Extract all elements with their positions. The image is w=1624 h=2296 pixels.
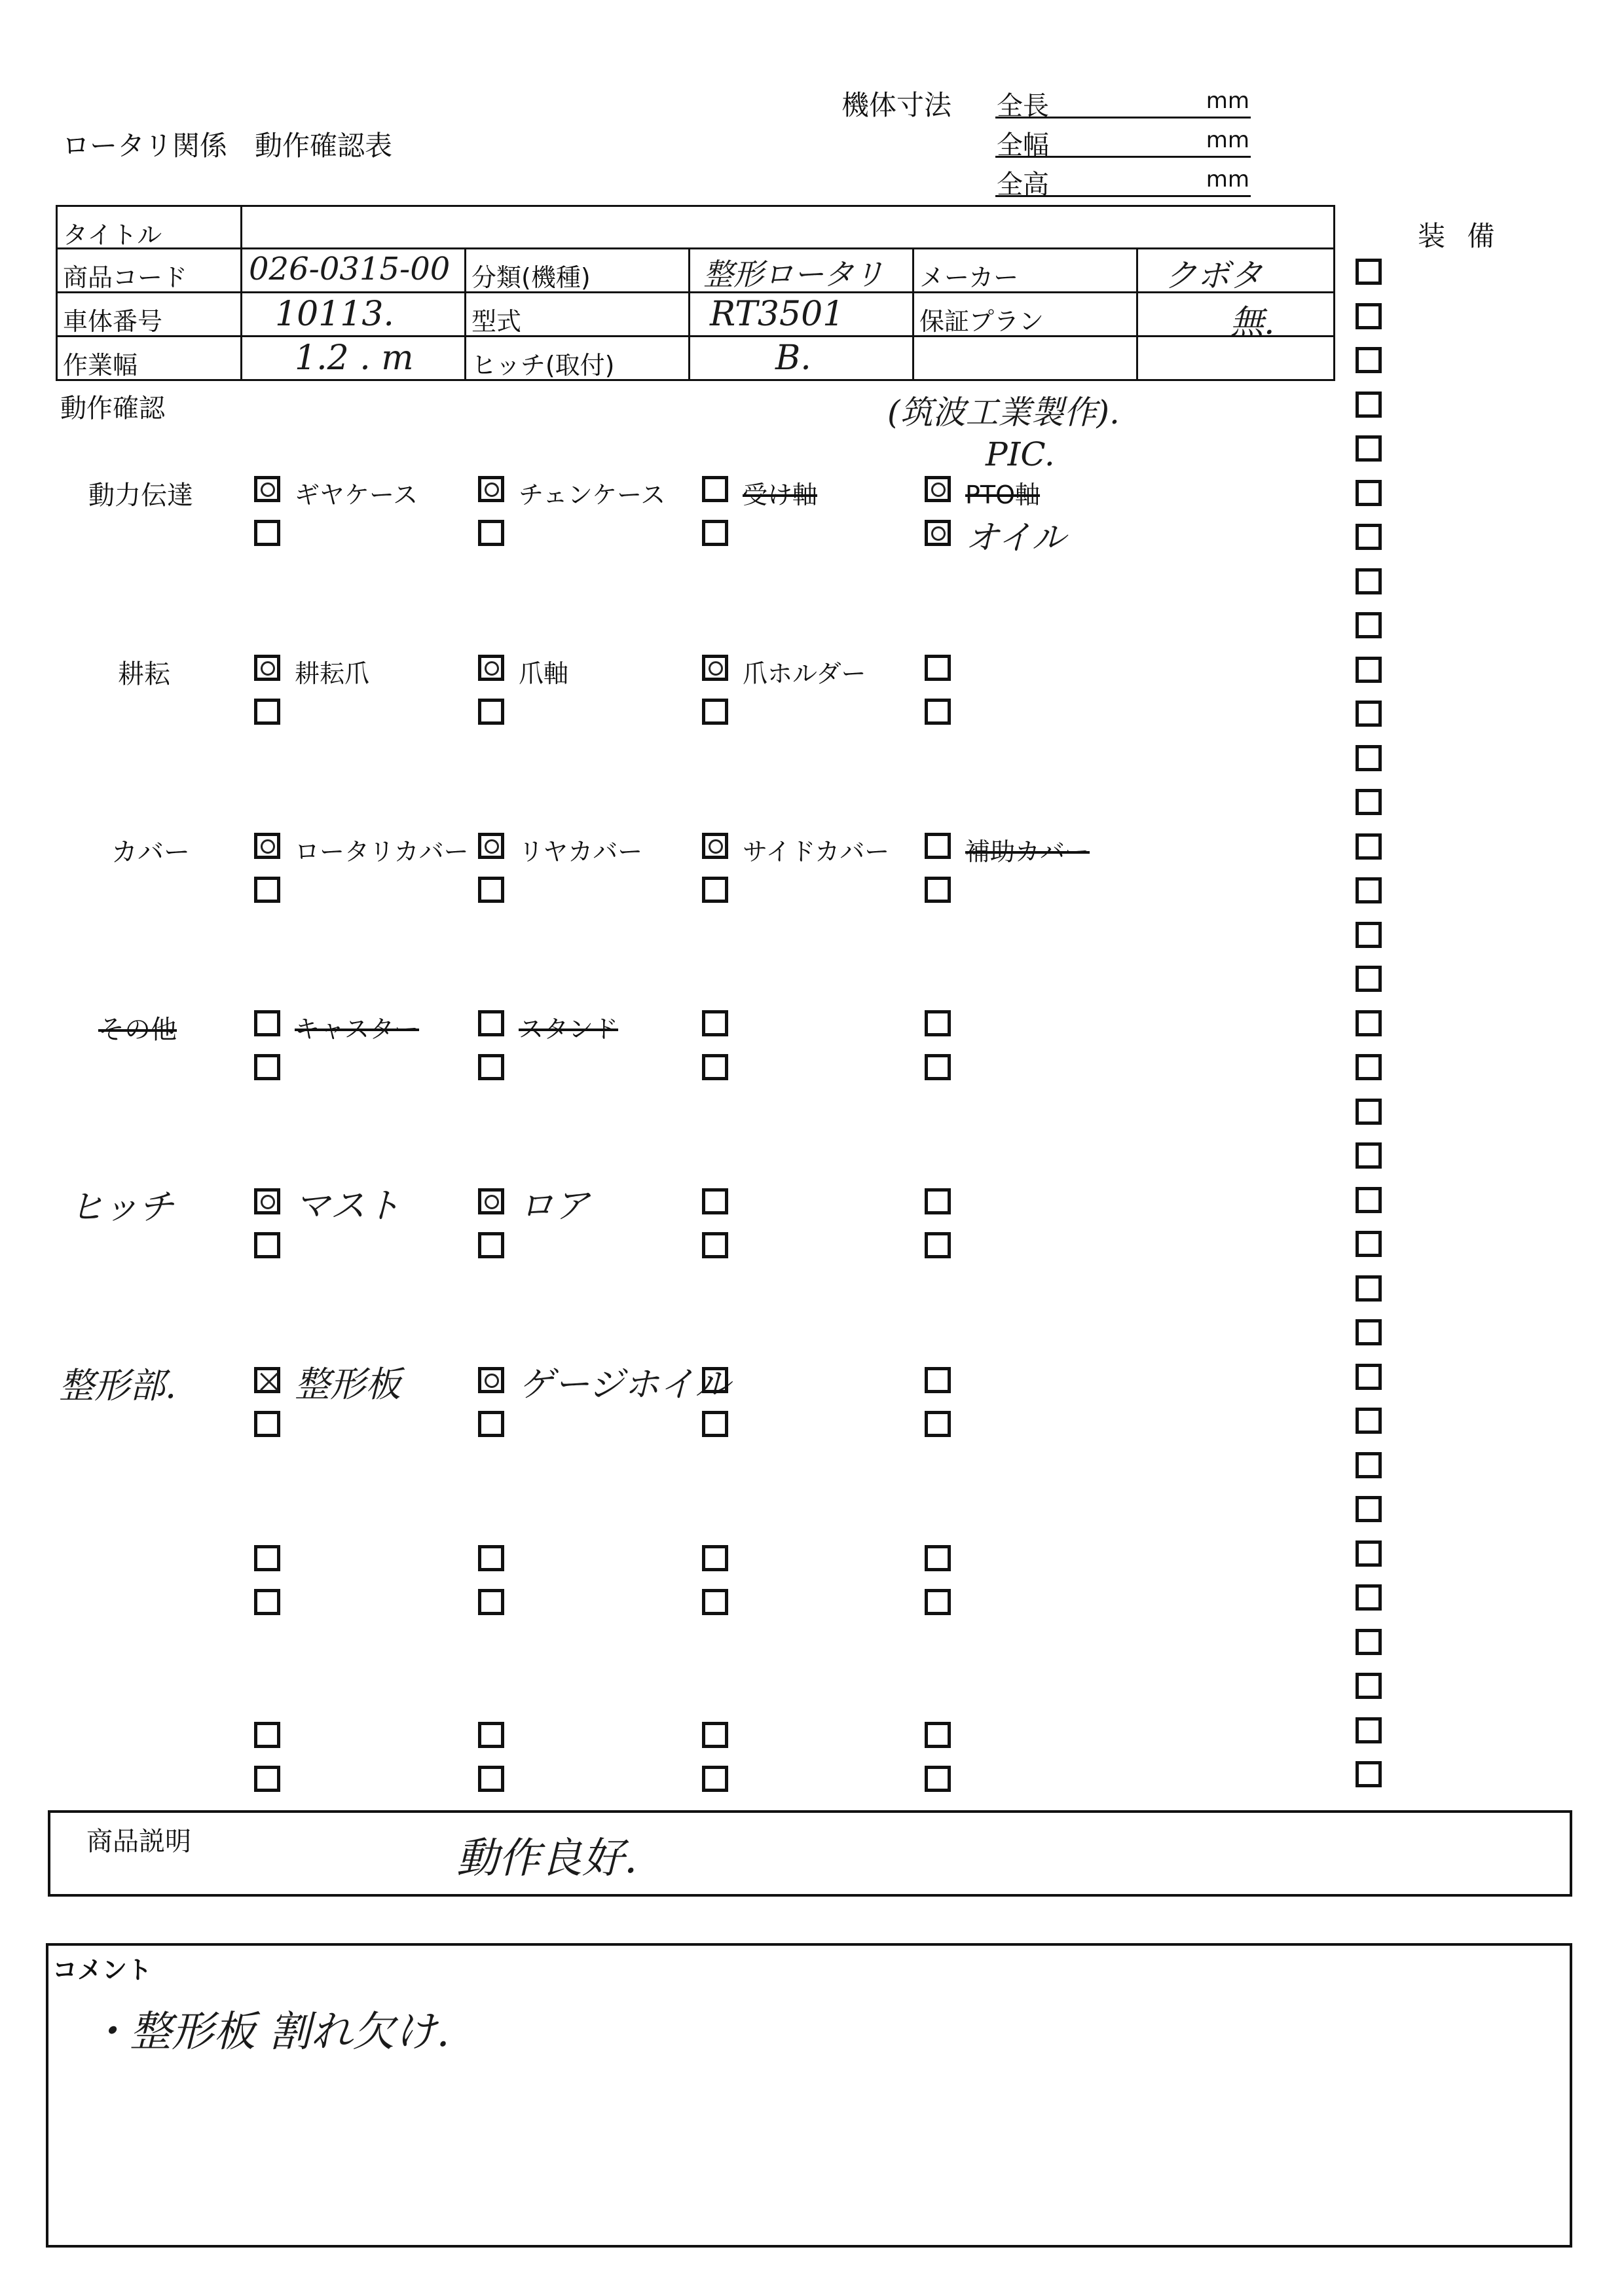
check-item-label: ギヤケース <box>295 481 418 509</box>
comment-value[interactable]: ・整形板 割れ欠け. <box>88 2008 450 2056</box>
work-width-label: 作業幅 <box>63 351 138 380</box>
label-cell <box>912 335 1138 381</box>
value-cell <box>688 291 914 337</box>
check-box[interactable] <box>254 1188 280 1214</box>
model-label: 型式 <box>471 307 522 336</box>
hitch-label: ヒッチ(取付) <box>471 351 615 380</box>
check-box[interactable] <box>254 877 280 903</box>
operation-check-label: 動作確認 <box>60 393 165 424</box>
check-item-label: ゲージホイル <box>519 1364 730 1405</box>
label-cell <box>56 291 242 337</box>
dim-unit: mm <box>1206 166 1249 192</box>
group-label: 動力伝達 <box>88 481 193 511</box>
body-number-value: 10113. <box>275 295 394 334</box>
check-box[interactable] <box>702 520 728 546</box>
group-label: ヒッチ <box>69 1186 174 1228</box>
equipment-check-box[interactable] <box>1356 1629 1382 1655</box>
title-label-cell <box>56 205 242 249</box>
equipment-check-box[interactable] <box>1356 259 1382 285</box>
check-box[interactable] <box>925 1589 951 1615</box>
check-box[interactable] <box>478 1545 504 1571</box>
check-box[interactable] <box>478 1367 504 1393</box>
check-box[interactable] <box>254 699 280 725</box>
check-item-label: 爪軸 <box>519 659 569 688</box>
value-cell <box>1136 291 1335 342</box>
pic-note: PIC. <box>986 435 1055 473</box>
check-box[interactable] <box>254 1010 280 1036</box>
equipment-check-box[interactable] <box>1356 1364 1382 1390</box>
equipment-check-box[interactable] <box>1356 1231 1382 1257</box>
check-box[interactable] <box>254 833 280 859</box>
manufacturer-note: (筑波工業製作). <box>887 393 1120 431</box>
hitch-value: B. <box>775 338 811 378</box>
equipment-label: 装 備 <box>1418 220 1502 252</box>
equipment-check-box[interactable] <box>1356 480 1382 506</box>
check-box[interactable] <box>254 1545 280 1571</box>
comment-label: コメント <box>52 1956 153 1984</box>
warranty-label: 保証プラン <box>919 307 1044 336</box>
check-box[interactable] <box>925 476 951 502</box>
check-box[interactable] <box>254 1722 280 1748</box>
circle-mark-icon <box>261 839 275 854</box>
check-box[interactable] <box>925 1010 951 1036</box>
equipment-check-box[interactable] <box>1356 789 1382 815</box>
equipment-check-box[interactable] <box>1356 1054 1382 1080</box>
equipment-check-box[interactable] <box>1356 1010 1382 1036</box>
equipment-check-box[interactable] <box>1356 1452 1382 1478</box>
check-box[interactable] <box>254 1054 280 1080</box>
description-box <box>48 1810 1572 1897</box>
dim-row-width <box>995 124 1251 158</box>
check-box[interactable] <box>254 1232 280 1258</box>
equipment-check-box[interactable] <box>1356 833 1382 860</box>
check-box[interactable] <box>702 1589 728 1615</box>
label-cell <box>56 335 242 381</box>
equipment-check-box[interactable] <box>1356 966 1382 992</box>
check-box[interactable] <box>925 877 951 903</box>
circle-mark-icon <box>261 483 275 497</box>
check-item-label: 補助カバー <box>965 837 1090 866</box>
equipment-check-box[interactable] <box>1356 303 1382 329</box>
check-box[interactable] <box>925 520 951 546</box>
check-box[interactable] <box>254 1367 280 1393</box>
category-label: 分類(機種) <box>471 263 591 292</box>
dim-unit: mm <box>1206 127 1249 153</box>
dim-row-height <box>995 164 1251 200</box>
check-item-label: 爪ホルダー <box>743 659 866 688</box>
equipment-check-box[interactable] <box>1356 612 1382 638</box>
label-cell <box>912 291 1138 337</box>
check-box[interactable] <box>702 1054 728 1080</box>
check-item-label: オイル <box>965 519 1066 558</box>
check-box[interactable] <box>478 1722 504 1748</box>
comment-box <box>46 1943 1572 2248</box>
check-box[interactable] <box>702 1232 728 1258</box>
check-box[interactable] <box>478 1188 504 1214</box>
equipment-check-box[interactable] <box>1356 877 1382 903</box>
check-box[interactable] <box>702 1766 728 1792</box>
equipment-check-box[interactable] <box>1356 524 1382 550</box>
check-item-label: チェンケース <box>519 481 666 509</box>
circle-mark-icon <box>709 661 723 676</box>
equipment-check-box[interactable] <box>1356 657 1382 683</box>
equipment-check-box[interactable] <box>1356 745 1382 771</box>
equipment-check-box[interactable] <box>1356 1496 1382 1522</box>
check-box[interactable] <box>478 1054 504 1080</box>
value-cell <box>688 335 914 381</box>
check-box[interactable] <box>702 1545 728 1571</box>
check-box[interactable] <box>925 1188 951 1214</box>
label-cell <box>912 247 1138 293</box>
check-box[interactable] <box>478 1411 504 1437</box>
description-value[interactable]: 動作良好. <box>456 1834 638 1883</box>
circle-mark-icon <box>261 1195 275 1209</box>
maker-label: メーカー <box>919 263 1019 292</box>
value-cell <box>1136 247 1335 293</box>
check-item-label: 耕耘爪 <box>295 659 370 688</box>
check-box[interactable] <box>702 877 728 903</box>
equipment-check-box[interactable] <box>1356 1319 1382 1345</box>
check-box[interactable] <box>702 1188 728 1214</box>
group-label: 整形部. <box>59 1365 177 1406</box>
equipment-check-box[interactable] <box>1356 1540 1382 1567</box>
check-box[interactable] <box>702 833 728 859</box>
title-label: タイトル <box>63 221 162 249</box>
dim-label: 全高 <box>997 170 1049 200</box>
group-label: その他 <box>98 1015 177 1045</box>
check-box[interactable] <box>254 1766 280 1792</box>
check-box[interactable] <box>702 699 728 725</box>
check-box[interactable] <box>254 1589 280 1615</box>
check-box[interactable] <box>925 1054 951 1080</box>
check-box[interactable] <box>478 520 504 546</box>
description-label: 商品説明 <box>86 1827 191 1857</box>
body-number-label: 車体番号 <box>63 307 163 336</box>
check-item-label: ロータリカバー <box>295 837 469 866</box>
circle-mark-icon <box>485 483 499 497</box>
label-cell <box>464 291 690 337</box>
check-item-label: マスト <box>295 1185 401 1226</box>
check-item-label: PTO軸 <box>965 481 1041 509</box>
value-cell <box>1136 335 1335 381</box>
check-box[interactable] <box>254 520 280 546</box>
check-box[interactable] <box>925 699 951 725</box>
equipment-check-box[interactable] <box>1356 435 1382 462</box>
check-item-label: 受け軸 <box>743 481 818 509</box>
check-item-label: スタンド <box>519 1015 619 1044</box>
value-cell <box>240 335 466 381</box>
check-box[interactable] <box>925 1722 951 1748</box>
check-item-label: ロア <box>519 1185 589 1226</box>
product-code-value: 026-0315-00 <box>249 251 451 287</box>
check-box[interactable] <box>702 1367 728 1393</box>
equipment-check-box[interactable] <box>1356 1408 1382 1434</box>
value-cell <box>688 247 914 293</box>
group-label: カバー <box>111 837 190 867</box>
equipment-check-box[interactable] <box>1356 1099 1382 1125</box>
title-value-cell <box>240 205 1335 249</box>
dim-label: 全長 <box>997 91 1049 121</box>
circle-mark-icon <box>931 483 946 497</box>
dimensions-label: 機体寸法 <box>841 89 952 121</box>
equipment-check-box[interactable] <box>1356 1761 1382 1787</box>
value-cell <box>240 247 466 293</box>
check-box[interactable] <box>925 1545 951 1571</box>
equipment-check-box[interactable] <box>1356 392 1382 418</box>
category-value: 整形ロータリ <box>703 257 884 292</box>
model-value: RT3501 <box>710 295 845 334</box>
form-title: ロータリ関係 動作確認表 <box>62 130 393 162</box>
check-box[interactable] <box>254 476 280 502</box>
dim-label: 全幅 <box>997 130 1049 160</box>
equipment-check-box[interactable] <box>1356 922 1382 948</box>
check-box[interactable] <box>478 877 504 903</box>
circle-mark-icon <box>709 839 723 854</box>
circle-mark-icon <box>485 661 499 676</box>
check-box[interactable] <box>702 655 728 681</box>
dim-row-length <box>995 85 1251 121</box>
check-box[interactable] <box>254 655 280 681</box>
equipment-check-box[interactable] <box>1356 568 1382 594</box>
equipment-check-box[interactable] <box>1356 701 1382 727</box>
check-box[interactable] <box>925 1232 951 1258</box>
label-cell <box>464 335 690 381</box>
check-box[interactable] <box>478 1010 504 1036</box>
equipment-check-box[interactable] <box>1356 1142 1382 1169</box>
check-item-label: サイドカバー <box>743 837 890 866</box>
check-box[interactable] <box>478 699 504 725</box>
circle-mark-icon <box>485 1374 499 1388</box>
check-item-label: キャスター <box>295 1015 420 1044</box>
check-box[interactable] <box>925 1766 951 1792</box>
check-box[interactable] <box>478 1232 504 1258</box>
label-cell <box>56 247 242 293</box>
circle-mark-icon <box>261 661 275 676</box>
circle-mark-icon <box>485 1195 499 1209</box>
equipment-check-box[interactable] <box>1356 1275 1382 1302</box>
equipment-check-box[interactable] <box>1356 1584 1382 1611</box>
value-cell <box>240 291 466 337</box>
check-box[interactable] <box>702 476 728 502</box>
check-box[interactable] <box>478 655 504 681</box>
check-box[interactable] <box>478 1766 504 1792</box>
label-cell <box>464 247 690 293</box>
maker-value: クボタ <box>1164 257 1263 295</box>
check-box[interactable] <box>925 1367 951 1393</box>
check-item-label: リヤカバー <box>519 837 643 866</box>
group-label: 耕耘 <box>118 659 170 689</box>
warranty-value: 無. <box>1230 303 1275 342</box>
equipment-check-box[interactable] <box>1356 1673 1382 1699</box>
x-mark-icon <box>259 1372 280 1393</box>
circle-mark-icon <box>485 839 499 854</box>
equipment-check-box[interactable] <box>1356 347 1382 373</box>
check-box[interactable] <box>925 1411 951 1437</box>
equipment-check-box[interactable] <box>1356 1187 1382 1213</box>
check-item-label: 整形板 <box>295 1364 401 1405</box>
check-box[interactable] <box>478 833 504 859</box>
check-box[interactable] <box>478 1589 504 1615</box>
check-box[interactable] <box>254 1411 280 1437</box>
equipment-check-box[interactable] <box>1356 1717 1382 1743</box>
check-box[interactable] <box>478 476 504 502</box>
product-code-label: 商品コード <box>63 263 188 292</box>
check-box[interactable] <box>702 1411 728 1437</box>
work-width-value: 1.2 . m <box>295 338 414 378</box>
check-box[interactable] <box>702 1722 728 1748</box>
check-box[interactable] <box>925 655 951 681</box>
check-box[interactable] <box>702 1010 728 1036</box>
check-box[interactable] <box>925 833 951 859</box>
dim-unit: mm <box>1206 88 1249 114</box>
circle-mark-icon <box>931 526 946 541</box>
